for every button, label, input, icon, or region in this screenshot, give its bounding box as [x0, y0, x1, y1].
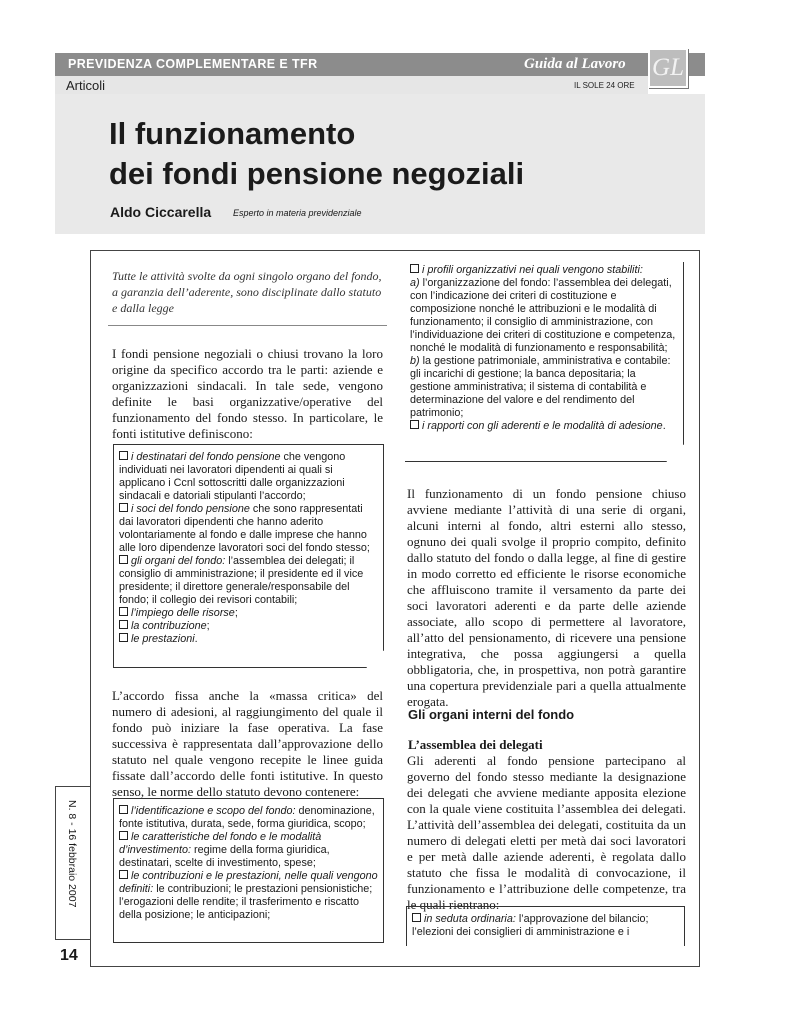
brand-name: Guida al Lavoro	[524, 56, 626, 72]
sub-heading: L’assemblea dei delegati	[408, 737, 543, 752]
paragraph-accordo: L’accordo fissa anche la «massa critica» del numero di adesioni, al raggiungimento del quale il fondo può iniziare la fase operativa. La fase successiva è rappresentata dall’approvazione dello statuto nel quale vengono recepite le linee guida fissate dall’accordo delle fonti istitutive. In questo senso, le norme dello statuto devono contenere:	[112, 688, 383, 799]
lead-divider	[108, 325, 387, 326]
box-corner	[366, 650, 384, 668]
paragraph-intro: I fondi pensione negoziali o chiusi trovano la loro origine da specifico accordo tra le parti: aziende e organizzazioni sindacali. In tale sede, vengono definite le basi organizzative/operative del funzionamento del fondo stesso. In particolare, le fonti istitutive definiscono:	[112, 346, 383, 441]
list-item: le contribuzioni e le prestazioni, nelle quali vengono definiti: le contribuzioni; le prestazioni pensionistiche; l’erogazioni delle rendite; il trasferimento e riscatto della posizione; le anticipazioni;	[119, 870, 378, 921]
page-number: 14	[60, 947, 78, 964]
checkbox-icon	[119, 870, 128, 879]
checkbox-icon	[119, 620, 128, 629]
section-title: PREVIDENZA COMPLEMENTARE E TFR	[68, 57, 318, 71]
checkbox-icon	[119, 831, 128, 840]
issue-date: N. 8 - 16 febbraio 2007	[66, 800, 78, 908]
statute-box	[113, 798, 384, 943]
list-item: l’impiego delle risorse;	[119, 607, 378, 620]
subsection-label: Articoli	[66, 78, 106, 93]
brand-logo: GL	[648, 48, 688, 88]
article-title-line1: Il funzionamento	[109, 116, 356, 151]
checkbox-icon	[119, 607, 128, 616]
list-item: i profili organizzativi nei quali vengono stabiliti:	[410, 264, 678, 277]
list-item: le prestazioni.	[119, 633, 378, 646]
checkbox-icon	[119, 633, 128, 642]
checkbox-icon	[410, 264, 419, 273]
subheader-bar	[55, 76, 648, 94]
list-item: b) la gestione patrimoniale, amministrativa e contabile: gli incarichi di gestione; la banca depositaria; la gestione amministrativa; il sistema di contabilità e determinazione del valore e del rendimento del patrimonio;	[410, 355, 671, 419]
checkbox-icon	[119, 503, 128, 512]
list-item: i soci del fondo pensione che sono rappresentati dai lavoratori dipendenti che hanno aderito volontariamente al fondo e dalle imprese che hanno alle loro dipendenze lavoratori soci del fondo stesso;	[119, 503, 370, 554]
list-item: l’identificazione e scopo del fondo: denominazione, fonte istitutiva, durata, sede, forma giuridica, scopo;	[119, 805, 375, 830]
list-item: in seduta ordinaria: l’approvazione del bilancio; l’elezioni dei consiglieri di amministrazione e i	[412, 913, 649, 938]
publisher-label: IL SOLE 24 ORE	[574, 81, 635, 90]
author-role: Esperto in materia previdenziale	[233, 208, 362, 218]
organizational-box	[405, 262, 684, 462]
sources-box	[113, 444, 384, 668]
list-item: i destinatari del fondo pensione che vengono individuati nei lavoratori dipendenti ai quali si applicano i Ccnl sottoscritti dalle organizzazioni sindacali e datoriali stipulanti l’accordo;	[119, 451, 346, 502]
list-item: la contribuzione;	[119, 620, 378, 633]
lead-text: Tutte le attività svolte da ogni singolo organo del fondo, a garanzia dell’aderente, sono disciplinate dallo statuto e dalla legge	[112, 269, 382, 315]
ordinary-session-box	[406, 906, 685, 946]
section-heading: Gli organi interni del fondo	[408, 707, 575, 722]
checkbox-icon	[410, 420, 419, 429]
checkbox-icon	[119, 805, 128, 814]
author-name: Aldo Ciccarella	[110, 204, 212, 220]
article-title-line2: dei fondi pensione negoziali	[109, 156, 525, 191]
paragraph-assembly: Gli aderenti al fondo pensione partecipano al governo del fondo stesso mediante la designazione dei delegati che avviene mediante apposita elezione con la quale viene costituita l’assemblea dei delegati. L’attività dell’assemblea dei delegati, costituita da un numero di delegati eletti per metà dai soci lavoratori e per metà dalle aziende aderenti, è regolata dallo statuto che fissa le modalità di convocazione, il funzionamento e l’attribuzione delle competenze, tra le quali rientrano:	[407, 753, 686, 912]
list-item: gli organi del fondo: l’assemblea dei delegati; il consiglio di amministrazione; il presidente ed il vice presidente; il direttore generale/responsabile del fondo; il collegio dei revisori contabili;	[119, 555, 364, 606]
list-item: le caratteristiche del fondo e le modalità d’investimento: regime della forma giuridica, destinatari, scelte di investimento, spese;	[119, 831, 330, 869]
box-corner	[666, 444, 684, 462]
list-item: a) l’organizzazione del fondo: l’assemblea dei delegati, con l’indicazione dei criteri di costituzione e composizione nonché le attribuzioni e le modalità di funzionamento; il consiglio di amministrazione, con l’individuazione dei criteri di costituzione e competenza, nonché le modalità di funzionamento e responsabilità;	[410, 277, 676, 354]
checkbox-icon	[119, 555, 128, 564]
checkbox-icon	[412, 913, 421, 922]
paragraph-functioning: Il funzionamento di un fondo pensione chiuso avviene mediante l’attività di una serie di organi, alcuni interni al fondo, altri esterni allo stesso, ognuno dei quali svolge il proprio compito, definito dallo statuto del fondo o dalla legge, al fine di gestire in modo corretto ed efficiente le risorse economiche che affluiscono tramite il versamento da parte dei soci lavoratori aderenti e da parte delle aziende associate, allo scopo di permettere al lavoratore, all’atto del pensionamento, di ricevere una pensione integrativa, che possa aggiungersi a quella obbligatoria, che, in prospettiva, non potrà garantire una copertura previdenziale pari a quella attualmente erogata.	[407, 486, 686, 709]
list-item: i rapporti con gli aderenti e le modalità di adesione.	[410, 420, 678, 433]
checkbox-icon	[119, 451, 128, 460]
